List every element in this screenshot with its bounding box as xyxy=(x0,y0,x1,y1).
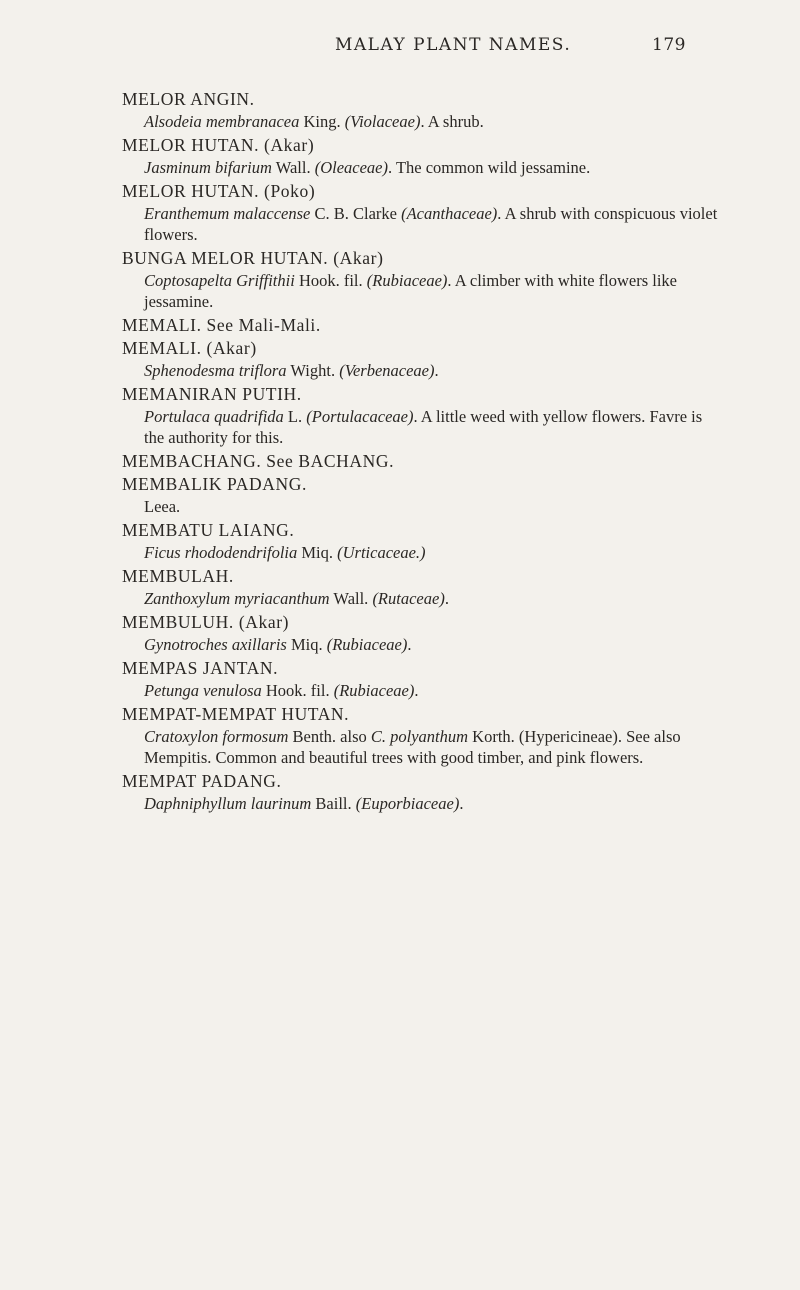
dictionary-entry xyxy=(122,180,722,245)
headword-text: MELOR HUTAN. xyxy=(122,181,260,201)
entry-definition xyxy=(122,270,722,312)
headword-text: MEMBATU LAIANG. xyxy=(122,520,295,540)
family-name: (Rutaceae) xyxy=(372,589,445,608)
dictionary-entry xyxy=(122,88,722,132)
authority: Leea. xyxy=(144,497,181,516)
dictionary-entry xyxy=(122,703,722,768)
family-name: (Rubiaceae) xyxy=(326,635,408,654)
family-name: (Rubiaceae) xyxy=(333,681,415,700)
scientific-name: Cratoxylon formosum xyxy=(144,727,289,746)
family-name: (Euporbiaceae) xyxy=(355,794,460,813)
authority: C. B. Clarke xyxy=(310,204,402,223)
running-head-title: MALAY PLANT NAMES. xyxy=(335,35,572,55)
entry-headword xyxy=(122,565,722,588)
entry-headword xyxy=(122,314,722,337)
headword-note: (Akar) xyxy=(201,338,257,358)
headword-text: MEMBACHANG. xyxy=(122,451,262,471)
scientific-name: Daphniphyllum laurinum xyxy=(144,794,312,813)
entry-headword xyxy=(122,134,722,157)
authority: Hook. fil. xyxy=(294,271,367,290)
family-name: (Acanthaceae) xyxy=(401,204,498,223)
dictionary-entry xyxy=(122,247,722,312)
description: . xyxy=(414,681,419,700)
headword-text: MEMBULAH. xyxy=(122,566,234,586)
description: . A shrub with conspicuous violet flowers. xyxy=(144,204,718,244)
authority: Baill. xyxy=(311,794,356,813)
headword-text: BUNGA MELOR HUTAN. xyxy=(122,248,329,268)
running-head xyxy=(0,35,800,57)
description: . The common wild jessamine. xyxy=(388,158,591,177)
headword-note: See BACHANG. xyxy=(261,451,395,471)
headword-note: See Mali-Mali. xyxy=(201,315,321,335)
headword-text: MEMBULUH. xyxy=(122,612,234,632)
dictionary-entry xyxy=(122,611,722,655)
entry-headword xyxy=(122,180,722,203)
description: . xyxy=(459,794,464,813)
headword-text: MEMPAT-MEMPAT HUTAN. xyxy=(122,704,350,724)
entry-headword xyxy=(122,247,722,270)
entry-headword xyxy=(122,657,722,680)
entry-headword xyxy=(122,337,722,360)
family-name: (Violaceae) xyxy=(344,112,421,131)
entry-definition xyxy=(122,406,722,448)
headword-text: MEMALI. xyxy=(122,315,202,335)
headword-text: MELOR ANGIN. xyxy=(122,89,255,109)
dictionary-entry xyxy=(122,657,722,701)
scientific-name: Alsodeia membranacea xyxy=(144,112,300,131)
dictionary-entry xyxy=(122,314,722,337)
family-name: (Urticaceae.) xyxy=(337,543,426,562)
page-number: 179 xyxy=(652,35,686,55)
description: . A climber with white flowers like jessamine. xyxy=(144,271,677,311)
scientific-name: Sphenodesma triflora xyxy=(144,361,287,380)
dictionary-entry xyxy=(122,770,722,814)
entry-definition xyxy=(122,203,722,245)
authority: King. xyxy=(299,112,345,131)
entry-definition xyxy=(122,680,722,701)
description: . A little weed with yellow flowers. Favre is the authority for this. xyxy=(144,407,703,447)
entry-definition xyxy=(122,588,722,609)
headword-text: MEMALI. xyxy=(122,338,202,358)
authority: Benth. also xyxy=(288,727,371,746)
scientific-name: Ficus rhododendrifolia xyxy=(144,543,298,562)
entry-definition xyxy=(122,111,722,132)
dictionary-entry xyxy=(122,337,722,381)
authority: Wall. xyxy=(271,158,315,177)
entry-definition xyxy=(122,157,722,178)
authority: Wall. xyxy=(329,589,373,608)
headword-text: MEMANIRAN PUTIH. xyxy=(122,384,302,404)
headword-text: MELOR HUTAN. xyxy=(122,135,260,155)
scientific-name: Jasminum bifarium xyxy=(144,158,272,177)
headword-note: (Akar) xyxy=(259,135,315,155)
scientific-name: Zanthoxylum myriacanthum xyxy=(144,589,330,608)
entry-headword xyxy=(122,473,722,496)
description: . xyxy=(444,589,449,608)
dictionary-entry xyxy=(122,450,722,473)
entry-definition xyxy=(122,726,722,768)
headword-text: MEMPAT PADANG. xyxy=(122,771,282,791)
scientific-name: Coptosapelta Griffithii xyxy=(144,271,295,290)
family-name: (Portulacaceae) xyxy=(306,407,414,426)
entry-definition xyxy=(122,793,722,814)
entry-headword xyxy=(122,450,722,473)
authority: Miq. xyxy=(297,543,338,562)
authority: L. xyxy=(283,407,307,426)
entry-headword xyxy=(122,703,722,726)
family-name: (Rubiaceae) xyxy=(366,271,448,290)
description: . xyxy=(407,635,412,654)
family-name: (Verbenaceae) xyxy=(339,361,435,380)
scientific-name: Eranthemum malaccense xyxy=(144,204,311,223)
entry-headword xyxy=(122,519,722,542)
entry-definition xyxy=(122,542,722,563)
headword-note: (Akar) xyxy=(233,612,290,632)
dictionary-entry xyxy=(122,473,722,517)
entry-headword xyxy=(122,611,722,634)
headword-note: (Poko) xyxy=(259,181,316,201)
family-name: (Oleaceae) xyxy=(314,158,388,177)
authority: Wight. xyxy=(286,361,340,380)
entry-definition xyxy=(122,360,722,381)
headword-note: (Akar) xyxy=(328,248,384,268)
family-name: C. polyanthum xyxy=(370,727,469,746)
scientific-name: Gynotroches axillaris xyxy=(144,635,287,654)
dictionary-entry xyxy=(122,383,722,448)
description: Korth. (Hypericineae). See also Mempitis. Common and beautiful trees with good timber, and pink flowers. xyxy=(144,727,681,767)
description: . A shrub. xyxy=(420,112,484,131)
dictionary-entry xyxy=(122,134,722,178)
headword-text: MEMBALIK PADANG. xyxy=(122,474,307,494)
authority: Miq. xyxy=(286,635,327,654)
entry-definition xyxy=(122,496,722,517)
dictionary-entry xyxy=(122,519,722,563)
description: . xyxy=(434,361,439,380)
entry-list xyxy=(122,88,722,816)
entry-definition xyxy=(122,634,722,655)
authority: Hook. fil. xyxy=(261,681,334,700)
entry-headword xyxy=(122,383,722,406)
dictionary-entry xyxy=(122,565,722,609)
entry-headword xyxy=(122,88,722,111)
scientific-name: Portulaca quadrifida xyxy=(144,407,284,426)
entry-headword xyxy=(122,770,722,793)
headword-text: MEMPAS JANTAN. xyxy=(122,658,279,678)
scientific-name: Petunga venulosa xyxy=(144,681,262,700)
